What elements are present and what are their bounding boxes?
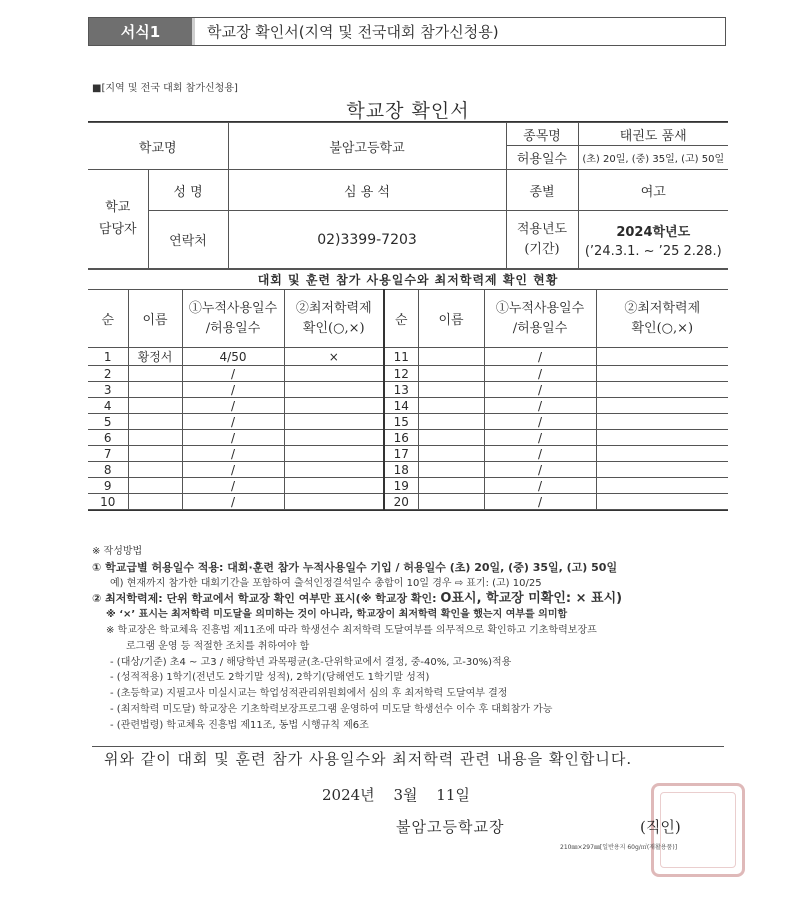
- row-days: /: [484, 382, 596, 398]
- row-days: /: [182, 430, 284, 446]
- note-laws: - (관련법령) 학교체육 진흥법 제11조, 동법 시행규칙 제6조: [110, 719, 369, 731]
- row-name: [418, 430, 484, 446]
- table-row: [88, 348, 728, 366]
- row-name: [128, 398, 182, 414]
- row-name: [418, 462, 484, 478]
- row-check: [596, 478, 728, 494]
- row-no: 11: [384, 348, 418, 366]
- form-grid: [88, 121, 728, 511]
- row-no: 10: [88, 494, 128, 510]
- row-days: /: [484, 414, 596, 430]
- row-no: 15: [384, 414, 418, 430]
- row-check: [596, 430, 728, 446]
- row-name: [128, 446, 182, 462]
- row-days: /: [484, 446, 596, 462]
- row-check: [596, 398, 728, 414]
- row-name: [418, 366, 484, 382]
- row-name: [128, 462, 182, 478]
- row-days: /: [182, 462, 284, 478]
- row-name: [418, 414, 484, 430]
- col-academic-header: ②최저학력제 확인(○,×): [596, 290, 728, 348]
- date-day: 11일: [436, 786, 470, 804]
- note-principal-duty-cont: 로그램 운영 등 적절한 조치를 취하여야 함: [126, 640, 310, 652]
- row-days: /: [484, 462, 596, 478]
- allow-value: (초) 20일, (중) 35일, (고) 50일: [578, 146, 728, 170]
- col-name-header: 이름: [128, 290, 182, 348]
- col-days-header: ①누적사용일수 /허용일수: [484, 290, 596, 348]
- row-check: [596, 366, 728, 382]
- status-table: [88, 269, 728, 510]
- row-name: [128, 430, 182, 446]
- seal-note: (직인): [640, 818, 681, 836]
- date-year: 2024년: [322, 786, 375, 804]
- row-check: [596, 446, 728, 462]
- row-name: [418, 348, 484, 366]
- year-value: 2024학년도: [616, 224, 691, 240]
- col-academic-header: ②최저학력제 확인(○,×): [284, 290, 384, 348]
- row-check: [284, 494, 384, 510]
- row-no: 17: [384, 446, 418, 462]
- row-no: 3: [88, 382, 128, 398]
- row-name: [128, 366, 182, 382]
- row-name: [128, 414, 182, 430]
- row-no: 8: [88, 462, 128, 478]
- row-no: 6: [88, 430, 128, 446]
- date-month: 3월: [393, 786, 418, 804]
- event-value: 태권도 품새: [578, 123, 728, 146]
- row-name: [418, 478, 484, 494]
- row-check: [284, 398, 384, 414]
- row-days: /: [484, 366, 596, 382]
- row-no: 16: [384, 430, 418, 446]
- divider: [92, 746, 724, 747]
- row-days: /: [182, 446, 284, 462]
- category-value: 여고: [578, 170, 728, 211]
- row-check: [284, 414, 384, 430]
- instructions: [92, 544, 732, 734]
- form-tag: 서식1: [89, 18, 192, 45]
- row-days: /: [484, 478, 596, 494]
- page-title: 학교장 확인서: [346, 100, 470, 122]
- name-label: 성 명: [148, 170, 228, 211]
- paper-spec: 210㎜×297㎜[일반용지 60g/㎡(재활용품)]: [560, 844, 678, 851]
- row-days: /: [182, 366, 284, 382]
- table-row: [88, 398, 728, 414]
- note-min-academic: [92, 591, 732, 607]
- info-table: [88, 122, 728, 269]
- table-row: [88, 366, 728, 382]
- row-no: 1: [88, 348, 128, 366]
- row-days: /: [182, 398, 284, 414]
- row-check: [596, 414, 728, 430]
- status-rows: [88, 348, 728, 510]
- row-check: [596, 382, 728, 398]
- signer-name: 불암고등학교장: [396, 818, 505, 836]
- row-check: [284, 446, 384, 462]
- row-days: /: [182, 382, 284, 398]
- note-min-academic-b: O표시, 학교장 미확인: × 표시): [440, 591, 623, 607]
- row-days: /: [182, 478, 284, 494]
- note-target: - (대상/기준) 초4 ~ 고3 / 해당학년 과목평균(초-단위학교에서 결정, 중-40%, 고-30%)적용: [110, 656, 512, 668]
- row-name: [418, 398, 484, 414]
- year-cell: [578, 211, 728, 269]
- row-days: /: [484, 430, 596, 446]
- row-no: 2: [88, 366, 128, 382]
- row-name: [128, 478, 182, 494]
- table-row: [88, 462, 728, 478]
- row-name: [128, 494, 182, 510]
- form-header-title: 학교장 확인서(지역 및 전국대회 참가신청용): [192, 18, 725, 45]
- contact-label: 연락처: [148, 211, 228, 269]
- note-principal-duty: ※ 학교장은 학교체육 진흥법 제11조에 따라 학생선수 최저학력 도달여부를 의무적으로 확인하고 기초학력보장프: [106, 624, 597, 636]
- row-no: 18: [384, 462, 418, 478]
- row-no: 4: [88, 398, 128, 414]
- section-title: 대회 및 훈련 참가 사용일수와 최저학력제 확인 현황: [88, 270, 728, 290]
- note-min-academic-a: ② 최저학력제: 단위 학교에서 학교장 확인 여부만 표시(※ 학교장 확인:: [92, 592, 441, 606]
- note-allowed-days-example: 예) 현재까지 참가한 대회기간을 포함하여 출석인정결석일수 총합이 10일 경우 ⇨ 표기: (고) 10/25: [110, 577, 542, 589]
- row-check: [284, 462, 384, 478]
- row-no: 7: [88, 446, 128, 462]
- table-row: [88, 430, 728, 446]
- school-label: 학교명: [88, 123, 228, 170]
- row-name: 황정서: [128, 348, 182, 366]
- row-name: [418, 446, 484, 462]
- row-check: [284, 366, 384, 382]
- row-check: [596, 348, 728, 366]
- row-days: /: [484, 398, 596, 414]
- table-row: [88, 382, 728, 398]
- col-no-header: 순: [88, 290, 128, 348]
- note-elementary: - (초등학교) 지필고사 미실시교는 학업성적관리위원회에서 심의 후 최저학력 도달여부 결정: [110, 688, 508, 700]
- row-no: 19: [384, 478, 418, 494]
- row-name: [128, 382, 182, 398]
- form-header: [88, 17, 726, 46]
- name-value: 심 용 석: [228, 170, 506, 211]
- row-days: /: [182, 494, 284, 510]
- category-label: 종별: [506, 170, 578, 211]
- table-row: [88, 494, 728, 510]
- row-name: [418, 382, 484, 398]
- form-code: ■[지역 및 전국 대회 참가신청용]: [92, 83, 238, 94]
- row-check: ×: [284, 348, 384, 366]
- row-check: [596, 494, 728, 510]
- issue-date: [322, 784, 470, 805]
- col-name-header: 이름: [418, 290, 484, 348]
- event-label: 종목명: [506, 123, 578, 146]
- year-label: 적용년도 (기간): [506, 211, 578, 269]
- manager-label: 학교 담당자: [88, 170, 148, 269]
- school-value: 불암고등학교: [228, 123, 506, 170]
- period-value: (’24.3.1. ~ ’25 2.28.): [584, 243, 722, 259]
- col-days-header: ①누적사용일수 /허용일수: [182, 290, 284, 348]
- table-row: [88, 478, 728, 494]
- note-allowed-days: ① 학교급별 허용일수 적용: 대회·훈련 참가 누적사용일수 기입 / 허용일수 (초) 20일, (중) 35일, (고) 50일: [92, 560, 618, 574]
- notes-heading: ※ 작성방법: [92, 546, 143, 557]
- row-days: /: [484, 494, 596, 510]
- row-no: 14: [384, 398, 418, 414]
- row-no: 20: [384, 494, 418, 510]
- row-no: 5: [88, 414, 128, 430]
- row-days: /: [182, 414, 284, 430]
- row-no: 12: [384, 366, 418, 382]
- note-x-mark: ※ ‘×’ 표시는 최저학력 미도달을 의미하는 것이 아니라, 학교장이 최저학력 확인을 했는지 여부를 의미함: [106, 609, 568, 621]
- row-no: 9: [88, 478, 128, 494]
- table-row: [88, 446, 728, 462]
- confirm-text: 위와 같이 대회 및 훈련 참가 사용일수와 최저학력 관련 내용을 확인합니다.: [104, 750, 633, 768]
- contact-value: 02)3399-7203: [228, 211, 506, 269]
- allow-label: 허용일수: [506, 146, 578, 170]
- col-no-header: 순: [384, 290, 418, 348]
- row-check: [284, 382, 384, 398]
- note-grades: - (성적적용) 1학기(전년도 2학기말 성적), 2학기(당해연도 1학기말 성적): [110, 672, 430, 684]
- row-name: [418, 494, 484, 510]
- row-check: [596, 462, 728, 478]
- row-days: /: [484, 348, 596, 366]
- table-row: [88, 414, 728, 430]
- note-not-reached: - (최저학력 미도달) 학교장은 기초학력보장프로그램 운영하여 미도달 학생선수 이수 후 대회참가 가능: [110, 703, 553, 715]
- row-days: 4/50: [182, 348, 284, 366]
- row-check: [284, 478, 384, 494]
- row-check: [284, 430, 384, 446]
- row-no: 13: [384, 382, 418, 398]
